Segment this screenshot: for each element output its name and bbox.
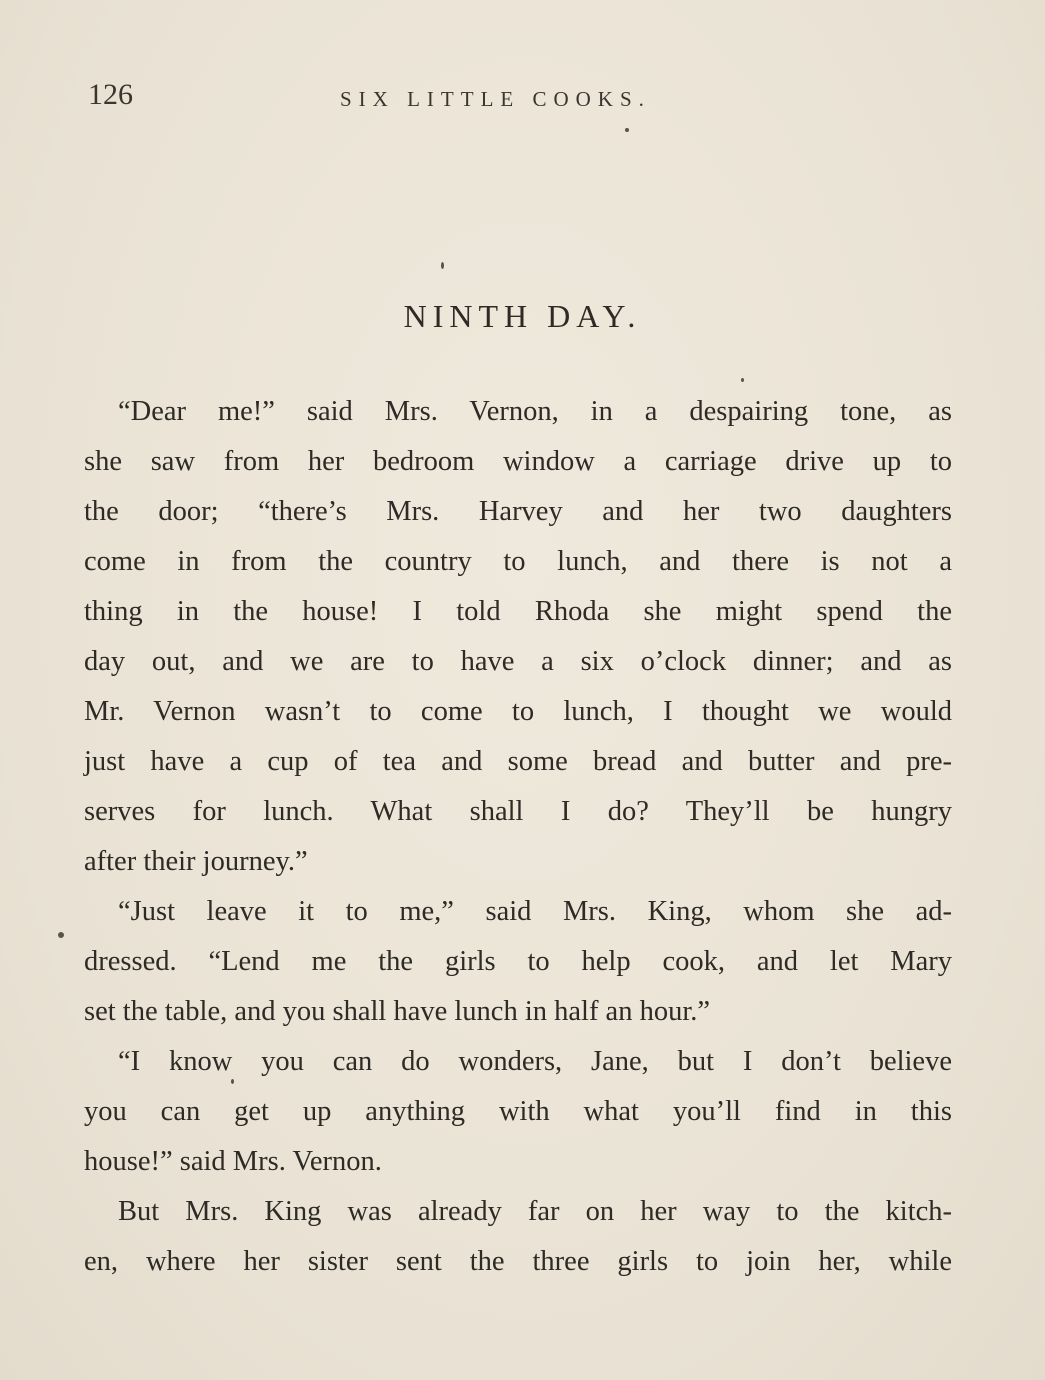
text-line: set the table, and you shall have lunch in half an hour.” — [84, 996, 711, 1027]
text-line: after their journey.” — [84, 846, 308, 877]
paragraph-1 — [84, 387, 952, 887]
paragraph-3 — [84, 1037, 952, 1187]
text-line: thing in the house! I told Rhoda she might spend the — [84, 596, 952, 627]
ink-speck — [741, 378, 744, 382]
running-title: SIX LITTLE COOKS. — [340, 87, 651, 111]
paragraph-4 — [84, 1187, 952, 1287]
text-line: Mr. Vernon wasn’t to come to lunch, I thought we would — [84, 696, 952, 727]
text-line: serves for lunch. What shall I do? They’ll be hungry — [84, 796, 952, 827]
text-line: house!” said Mrs. Vernon. — [84, 1146, 382, 1177]
text-line: just have a cup of tea and some bread and butter and pre- — [84, 746, 952, 777]
page-header — [88, 78, 968, 118]
text-line: “Dear me!” said Mrs. Vernon, in a despairing tone, as — [118, 396, 952, 427]
text-line: the door; “there’s Mrs. Harvey and her two daughters — [84, 496, 952, 527]
paragraph-2 — [84, 887, 952, 1037]
text-line: “Just leave it to me,” said Mrs. King, whom she ad- — [118, 896, 952, 927]
text-line: she saw from her bedroom window a carriage drive up to — [84, 446, 952, 477]
body-text — [84, 387, 952, 1287]
ink-speck — [231, 1079, 234, 1084]
text-line: day out, and we are to have a six o’clock dinner; and as — [84, 646, 952, 677]
chapter-title: NINTH DAY. — [403, 298, 642, 334]
text-line: But Mrs. King was already far on her way to the kitch- — [118, 1196, 952, 1227]
text-line: “I know you can do wonders, Jane, but I don’t believe — [118, 1046, 952, 1077]
ink-speck — [441, 262, 444, 269]
text-line: you can get up anything with what you’ll find in this — [84, 1096, 952, 1127]
ink-speck — [58, 932, 64, 938]
text-line: come in from the country to lunch, and there is not a — [84, 546, 952, 577]
page-number: 126 — [88, 78, 133, 111]
text-line: en, where her sister sent the three girls to join her, while — [84, 1246, 952, 1277]
ink-speck — [625, 128, 629, 132]
text-line: dressed. “Lend me the girls to help cook, and let Mary — [84, 946, 952, 977]
